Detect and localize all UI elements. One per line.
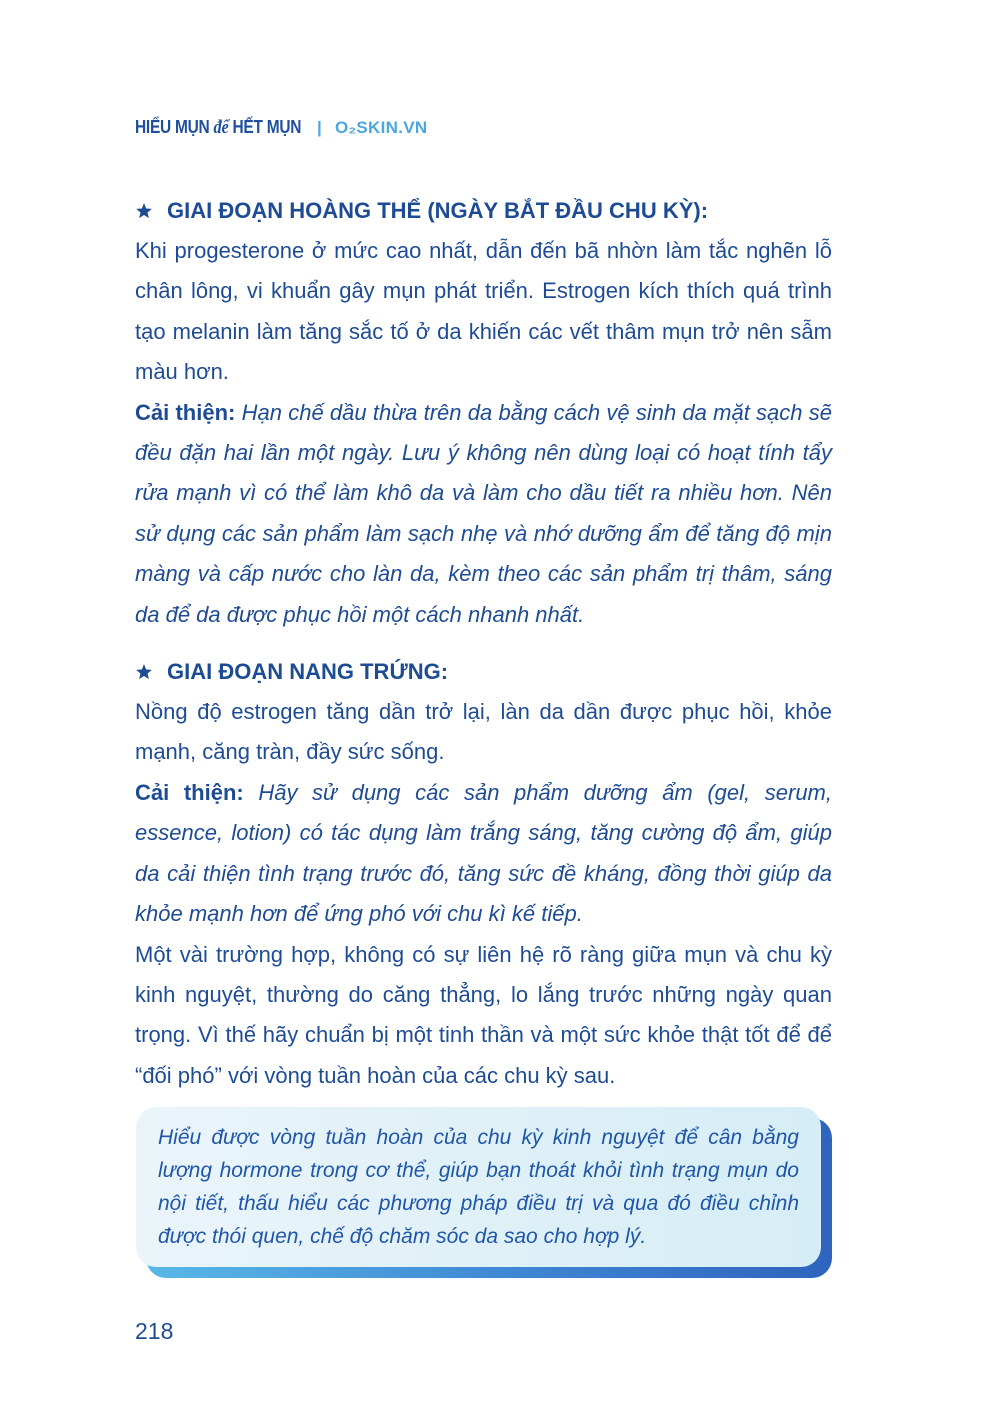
note-text: Hiểu được vòng tuần hoàn của chu kỳ kinh nguyệt để cân bằng lượng hormone trong cơ thể, giúp bạn thoát khỏi tình trạng mụn do nội tiết, thấu hiểu các phương pháp điều trị và qua đó điều chỉnh được thói quen, chế độ chăm sóc da sao cho hợp lý. [158,1126,799,1248]
improvement-label: Cải thiện: [135,779,244,805]
improvement-paragraph [135,773,832,935]
section-heading-luteal [135,191,832,231]
section-body: Khi progesterone ở mức cao nhất, dẫn đến bã nhờn làm tắc nghẽn lỗ chân lông, vi khuẩn gây mụn phát triển. Estrogen kích thích quá trình tạo melanin làm tăng sắc tố ở da khiến các vết thâm mụn trở nên sẫm màu hơn. [135,238,832,385]
book-title-part-1: HIỂU MỤN [135,117,210,137]
improvement-paragraph [135,393,832,635]
running-header [135,113,428,143]
note-box [136,1107,821,1267]
section-gap [135,635,832,652]
section-heading-follicular [135,652,832,692]
improvement-text: Hạn chế dầu thừa trên da bằng cách vệ sinh da mặt sạch sẽ đều đặn hai lần một ngày. Lưu ý không nên dùng loại có hoạt tính tẩy rửa mạnh vì có thể làm khô da và làm cho dầu tiết ra nhiều hơn. Nên sử dụng các sản phẩm làm sạch nhẹ và nhớ dưỡng ẩm để tăng độ mịn màng và cấp nước cho làn da, kèm theo các sản phẩm trị thâm, sáng da để da được phục hồi một cách nhanh nhất. [135,399,832,627]
header-separator: | [317,118,322,137]
closing-paragraph: Một vài trường hợp, không có sự liên hệ rõ ràng giữa mụn và chu kỳ kinh nguyệt, thường do căng thẳng, lo lắng trước những ngày quan trọng. Vì thế hãy chuẩn bị một tinh thần và một sức khỏe thật tốt để để “đối phó” với vòng tuần hoàn của các chu kỳ sau. [135,941,832,1088]
page-number: 218 [135,1318,174,1344]
section-heading-text: GIAI ĐOẠN HOÀNG THỂ (NGÀY BẮT ĐẦU CHU KỲ): [167,197,709,223]
book-title-part-3: HẾT MỤN [232,117,302,137]
book-title-part-2: để [213,117,229,138]
section-body: Nồng độ estrogen tăng dần trở lại, làn da dần được phục hồi, khỏe mạnh, căng tràn, đầy sức sống. [135,699,832,765]
section-heading-text: GIAI ĐOẠN NANG TRỨNG: [167,658,449,684]
book-title [135,117,301,139]
website-label: O₂SKIN.VN [335,118,428,137]
improvement-text: Hãy sử dụng các sản phẩm dưỡng ẩm (gel, serum, essence, lotion) có tác dụng làm trắng sáng, tăng cường độ ẩm, giúp da cải thiện tình trạng trước đó, tăng sức đề kháng, đồng thời giúp da khỏe mạnh hơn để ứng phó với chu kì kế tiếp. [135,779,832,927]
star-icon [135,663,153,681]
improvement-label: Cải thiện: [135,399,236,425]
main-content [135,191,832,1096]
star-icon [135,202,153,220]
